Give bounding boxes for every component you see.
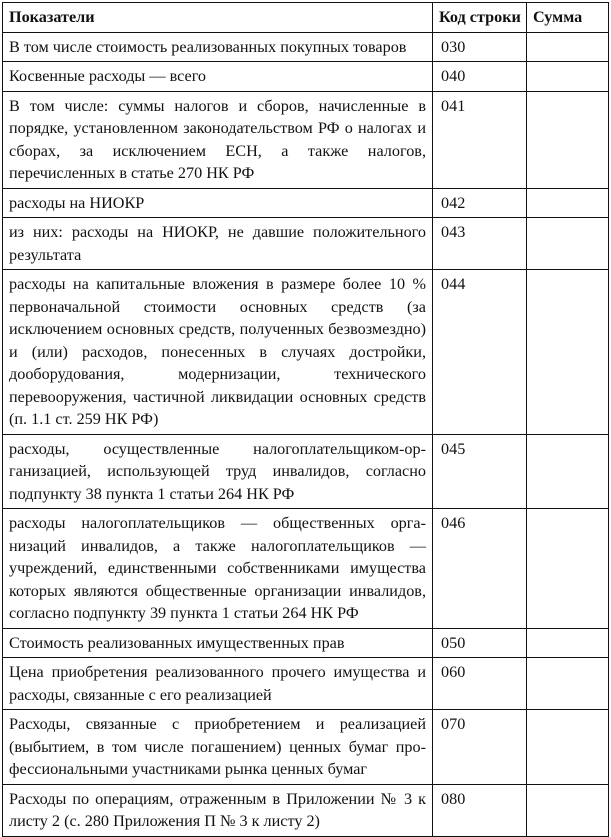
row-label: расходы, осуществленные налогоплательщиком-организацией, использующей труд инвалидов, согласно подпункту 38 пункта 1 статьи 264 НК РФ (3, 434, 433, 509)
row-sum[interactable] (527, 91, 609, 188)
row-label: В том числе стоимость реализованных покупных товаров (3, 32, 433, 62)
table-row (3, 91, 609, 188)
row-label: Косвенные расходы — всего (3, 62, 433, 92)
header-line-code: Код строки (433, 3, 527, 33)
row-code: 042 (433, 188, 527, 218)
table-header-row (3, 3, 609, 33)
header-sum: Сумма (527, 3, 609, 33)
table-row (3, 270, 609, 435)
row-sum[interactable] (527, 188, 609, 218)
row-code: 040 (433, 62, 527, 92)
row-sum[interactable] (527, 710, 609, 785)
row-code: 045 (433, 434, 527, 509)
row-sum[interactable] (527, 628, 609, 658)
row-code: 050 (433, 628, 527, 658)
row-sum[interactable] (527, 658, 609, 710)
table-row (3, 218, 609, 270)
row-sum[interactable] (527, 434, 609, 509)
header-indicators: Показатели (3, 3, 433, 33)
table-row (3, 509, 609, 629)
table-row (3, 784, 609, 836)
row-code: 030 (433, 32, 527, 62)
table-row (3, 188, 609, 218)
row-code: 041 (433, 91, 527, 188)
table-row (3, 434, 609, 509)
row-label: расходы налогоплательщиков — общественных организаций инвалидов, а также налогоплательщиков — учреждений, единственными собственниками имущества которых являются общественные организации инвалидов, согласно подпункту 39 пункта 1 статьи 264 НК РФ (3, 509, 433, 629)
row-sum[interactable] (527, 270, 609, 435)
table-row (3, 32, 609, 62)
row-code: 060 (433, 658, 527, 710)
row-label: Расходы по операциям, отраженным в Приложении № 3 к листу 2 (с. 280 Приложения П № 3 к листу 2) (3, 784, 433, 836)
row-label: расходы на капитальные вложения в размере более 10 % первоначальной стоимости основных средств (за исключением основных средств, полученных безвозмездно) и (или) расходов, понесенных в случаях достройки, дооборудования, модернизации, технического перевооружения, частичной ликвидации основных средств (п. 1.1 ст. 259 НК РФ) (3, 270, 433, 435)
row-sum[interactable] (527, 509, 609, 629)
row-label: Расходы, связанные с приобретением и реализацией (выбытием, в том числе погашением) ценных бумаг профессиональными участниками рынка ценных бумаг (3, 710, 433, 785)
row-code: 080 (433, 784, 527, 836)
table-row (3, 62, 609, 92)
table-row (3, 658, 609, 710)
row-sum[interactable] (527, 218, 609, 270)
row-code: 070 (433, 710, 527, 785)
row-code: 043 (433, 218, 527, 270)
row-label: расходы на НИОКР (3, 188, 433, 218)
table-row (3, 628, 609, 658)
expenses-table (2, 2, 609, 837)
row-sum[interactable] (527, 784, 609, 836)
row-label: В том числе: суммы налогов и сборов, начисленные в порядке, установленном законодательством РФ о налогах и сборах, за исключением ЕСН, а также налогов, перечисленных в статье 270 НК РФ (3, 91, 433, 188)
row-label: из них: расходы на НИОКР, не давшие положительного результата (3, 218, 433, 270)
row-code: 044 (433, 270, 527, 435)
row-label: Стоимость реализованных имущественных прав (3, 628, 433, 658)
row-sum[interactable] (527, 62, 609, 92)
row-label: Цена приобретения реализованного прочего имущества и расходы, связанные с его реализацией (3, 658, 433, 710)
row-code: 046 (433, 509, 527, 629)
table-row (3, 710, 609, 785)
row-sum[interactable] (527, 32, 609, 62)
